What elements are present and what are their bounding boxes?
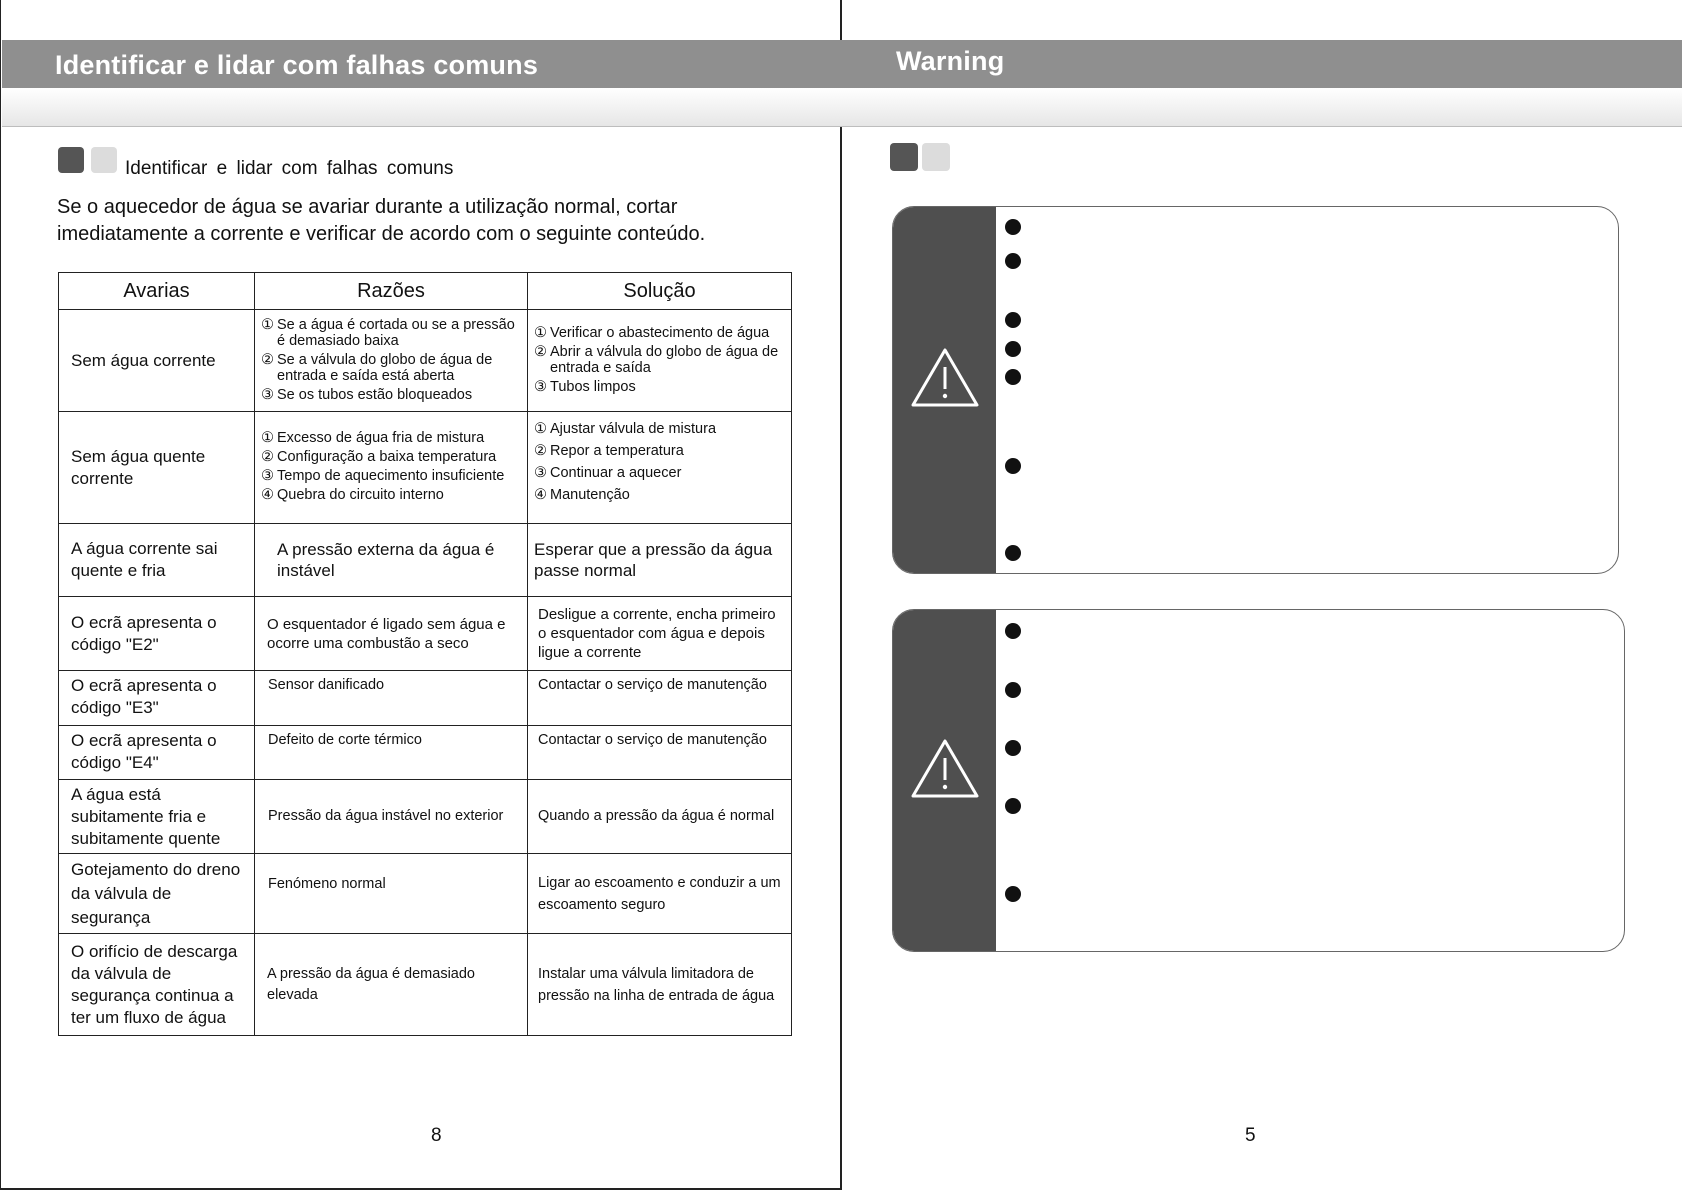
header-razoes: Razões: [255, 273, 528, 310]
list-item: ② Configuração a baixa temperatura: [261, 449, 497, 465]
table-row: [59, 780, 792, 854]
solution-cell: Desligue a corrente, encha primeiro o esquentador com água e depois ligue a corrente: [528, 597, 792, 671]
solutions-cell: [528, 412, 792, 524]
table-row: [59, 726, 792, 780]
table-row: [59, 524, 792, 597]
right-banner-shade: [842, 88, 1682, 127]
list-item: ② Se a válvula do globo de água de entrada e saída está aberta: [261, 351, 493, 384]
right-banner-title: Warning: [896, 46, 1005, 76]
bullet-icon: [1005, 623, 1021, 639]
bullet-icon: [1005, 219, 1021, 235]
reason-cell: O esquentador é ligado sem água e ocorre uma combustão a seco: [255, 597, 528, 671]
left-banner: [2, 40, 842, 88]
reason-cell: Defeito de corte térmico: [255, 726, 528, 780]
table-row: [59, 412, 792, 524]
reasons-cell: [255, 412, 528, 524]
warning-sidebar: [893, 610, 996, 951]
list-item: ① Ajustar válvula de mistura: [534, 421, 717, 437]
left-page-number: 8: [431, 1125, 442, 1146]
bullet-icon: [1005, 798, 1021, 814]
table-row: [59, 310, 792, 412]
reason-cell: Fenómeno normal: [255, 854, 528, 934]
solutions-cell: [528, 310, 792, 412]
warning-triangle-icon: [910, 738, 980, 800]
list-item: ③ Tubos limpos: [534, 378, 636, 395]
intro-text: Se o aquecedor de água se avariar durante a utilização normal, cortar imediatamente a corrente e verificar de acordo com o seguinte conteúdo.: [57, 196, 706, 245]
list-item: ③ Tempo de aquecimento insuficiente: [261, 468, 505, 484]
list-item: ③ Se os tubos estão bloqueados: [261, 386, 473, 403]
reason-cell: A pressão da água é demasiado elevada: [255, 934, 528, 1036]
left-banner-title: Identificar e lidar com falhas comuns: [55, 50, 539, 80]
reason-cell: A pressão externa da água é instável: [255, 524, 528, 597]
list-item: ② Abrir a válvula do globo de água de entrada e saída: [534, 343, 779, 376]
bullet-icon: [1005, 682, 1021, 698]
bullet-icon: [1005, 253, 1021, 269]
list-item: ① Verificar o abastecimento de água: [534, 324, 770, 341]
solution-cell: Instalar uma válvula limitadora de pressão na linha de entrada de água: [528, 934, 792, 1036]
bullet-icon: [1005, 545, 1021, 561]
section-marker-light-icon: [91, 147, 117, 173]
bullet-icon: [1005, 369, 1021, 385]
warning-box-2: [892, 609, 1625, 952]
reason-cell: Pressão da água instável no exterior: [255, 780, 528, 854]
table-row: [59, 597, 792, 671]
fault-cell: Sem água corrente: [59, 310, 255, 412]
bullet-icon: [1005, 312, 1021, 328]
fault-cell: O ecrã apresenta o código "E2": [59, 597, 255, 671]
section-marker-dark-icon: [58, 147, 84, 173]
left-banner-shade: [2, 88, 842, 127]
section-marker-light-icon: [922, 143, 950, 171]
table-row: [59, 671, 792, 726]
solution-cell: Contactar o serviço de manutenção: [528, 726, 792, 780]
fault-cell: O ecrã apresenta o código "E3": [59, 671, 255, 726]
list-item: ② Repor a temperatura: [534, 443, 684, 459]
fault-cell: A água está subitamente fria e subitamente quente: [59, 780, 255, 854]
faults-table: [58, 272, 792, 1036]
right-page: [842, 0, 1682, 1190]
bullet-icon: [1005, 341, 1021, 357]
bullet-icon: [1005, 740, 1021, 756]
right-page-number: 5: [1245, 1125, 1256, 1146]
right-banner: [842, 40, 1682, 88]
list-item: ④ Manutenção: [534, 487, 630, 503]
fault-cell: O ecrã apresenta o código "E4": [59, 726, 255, 780]
fault-cell: Gotejamento do dreno da válvula de segurança: [59, 854, 255, 934]
fault-cell: Sem água quente corrente: [59, 412, 255, 524]
warning-box-1: [892, 206, 1619, 574]
warning-triangle-icon: [910, 347, 980, 409]
list-item: ③ Continuar a aquecer: [534, 465, 682, 481]
list-item: ④ Quebra do circuito interno: [261, 487, 444, 503]
section-heading: Identificar e lidar com falhas comuns: [125, 158, 454, 179]
solution-cell: Esperar que a pressão da água passe normal: [528, 524, 792, 597]
header-solucao: Solução: [528, 273, 792, 310]
solution-cell: Contactar o serviço de manutenção: [528, 671, 792, 726]
warning-sidebar: [893, 207, 996, 573]
solution-cell: Quando a pressão da água é normal: [528, 780, 792, 854]
section-marker-dark-icon: [890, 143, 918, 171]
table-row: [59, 934, 792, 1036]
list-item: ① Se a água é cortada ou se a pressão é demasiado baixa: [261, 316, 515, 349]
solution-cell: Ligar ao escoamento e conduzir a um escoamento seguro: [528, 854, 792, 934]
header-avarias: Avarias: [59, 273, 255, 310]
bullet-icon: [1005, 886, 1021, 902]
list-item: ① Excesso de água fria de mistura: [261, 430, 485, 446]
reasons-cell: [255, 310, 528, 412]
table-row: [59, 854, 792, 934]
fault-cell: A água corrente sai quente e fria: [59, 524, 255, 597]
table-header-row: [59, 273, 792, 310]
bullet-icon: [1005, 458, 1021, 474]
fault-cell: O orifício de descarga da válvula de segurança continua a ter um fluxo de água: [59, 934, 255, 1036]
reason-cell: Sensor danificado: [255, 671, 528, 726]
